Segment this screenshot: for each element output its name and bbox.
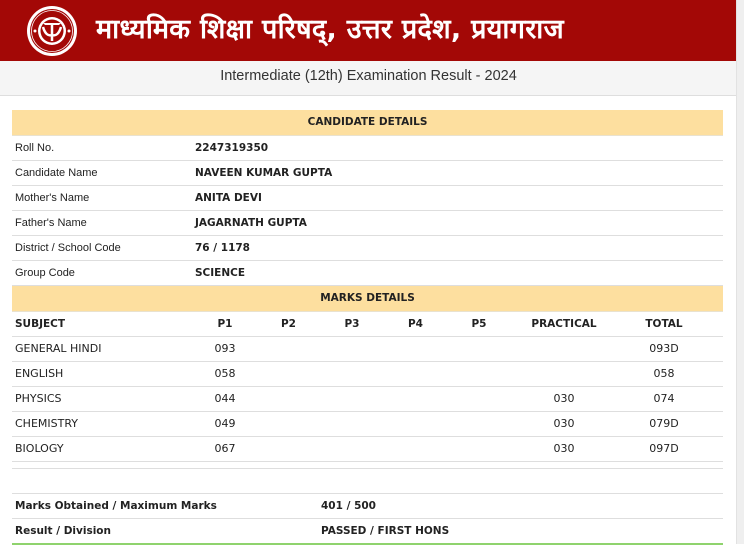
candidate-row-group <box>12 261 723 286</box>
total-cell: 097D <box>649 442 679 455</box>
p3-cell <box>312 437 392 461</box>
p3-cell <box>312 337 392 361</box>
subject-cell: PHYSICS <box>15 392 62 405</box>
total-cell: 079D <box>649 417 679 430</box>
p1-cell: 044 <box>214 392 236 405</box>
total-cell: 093D <box>649 342 679 355</box>
result-division-value: PASSED / FIRST HONS <box>321 525 450 537</box>
col-p3: P3 <box>344 318 360 330</box>
marks-obtained-value: 401 / 500 <box>321 500 376 512</box>
p1-cell: 067 <box>214 442 236 455</box>
p5-cell <box>439 412 519 436</box>
table-row <box>12 387 723 412</box>
practical-cell: 030 <box>553 417 575 430</box>
board-header <box>0 0 737 61</box>
marks-details-header: MARKS DETAILS <box>12 286 723 312</box>
candidate-row-father <box>12 211 723 236</box>
candidate-row-district <box>12 236 723 261</box>
subject-cell: GENERAL HINDI <box>15 342 102 355</box>
p3-cell <box>312 362 392 386</box>
practical-cell: 030 <box>553 442 575 455</box>
p4-cell <box>392 337 439 361</box>
col-p5: P5 <box>471 318 487 330</box>
p2-cell <box>265 362 312 386</box>
p4-cell <box>392 437 439 461</box>
p5-cell <box>439 362 519 386</box>
candidate-name-label: Candidate Name <box>15 167 98 179</box>
p1-cell: 093 <box>214 342 236 355</box>
district-school-label: District / School Code <box>15 242 121 254</box>
table-row <box>12 362 723 387</box>
practical-cell <box>519 362 609 386</box>
district-school-value: 76 / 1178 <box>195 242 250 254</box>
subject-cell: ENGLISH <box>15 367 64 380</box>
subject-cell: CHEMISTRY <box>15 417 78 430</box>
candidate-details-header: CANDIDATE DETAILS <box>12 110 723 136</box>
board-title: माध्यमिक शिक्षा परिषद्, उत्तर प्रदेश, प्रयागराज <box>96 14 564 45</box>
table-row <box>12 412 723 437</box>
candidate-row-roll-no <box>12 136 723 161</box>
candidate-name-value: NAVEEN KUMAR GUPTA <box>195 167 333 179</box>
result-content <box>12 110 723 545</box>
summary-row-result <box>12 519 723 543</box>
p2-cell <box>265 412 312 436</box>
p5-cell <box>439 337 519 361</box>
roll-no-value: 2247319350 <box>195 142 269 154</box>
p4-cell <box>392 362 439 386</box>
col-subject: SUBJECT <box>15 318 66 330</box>
table-row <box>12 337 723 362</box>
up-board-emblem-icon <box>26 5 78 57</box>
mother-name-value: ANITA DEVI <box>195 192 262 204</box>
father-name-value: JAGARNATH GUPTA <box>195 217 307 229</box>
p5-cell <box>439 387 519 411</box>
p2-cell <box>265 437 312 461</box>
p3-cell <box>312 387 392 411</box>
total-cell: 058 <box>653 367 675 380</box>
col-practical: PRACTICAL <box>531 318 597 330</box>
col-p1: P1 <box>217 318 233 330</box>
p4-cell <box>392 412 439 436</box>
spacer-row <box>12 462 723 469</box>
p2-cell <box>265 387 312 411</box>
spacer-row <box>12 469 723 494</box>
group-code-label: Group Code <box>15 267 75 279</box>
group-code-value: SCIENCE <box>195 267 246 279</box>
exam-title: Intermediate (12th) Examination Result - 2024 <box>220 68 517 84</box>
result-division-label: Result / Division <box>15 525 111 537</box>
p5-cell <box>439 437 519 461</box>
col-p4: P4 <box>407 318 423 330</box>
practical-cell: 030 <box>553 392 575 405</box>
p1-cell: 058 <box>214 367 236 380</box>
subject-cell: BIOLOGY <box>15 442 64 455</box>
roll-no-label: Roll No. <box>15 142 55 154</box>
candidate-row-mother <box>12 186 723 211</box>
practical-cell <box>519 337 609 361</box>
col-p2: P2 <box>280 318 296 330</box>
mother-name-label: Mother's Name <box>15 192 90 204</box>
p2-cell <box>265 337 312 361</box>
summary-row-marks <box>12 494 723 519</box>
col-total: TOTAL <box>645 318 683 330</box>
marks-obtained-label: Marks Obtained / Maximum Marks <box>15 500 217 512</box>
p1-cell: 049 <box>214 417 236 430</box>
subtitle-bar <box>0 61 737 96</box>
total-cell: 074 <box>653 392 675 405</box>
table-row <box>12 437 723 462</box>
marks-column-headers <box>12 312 723 337</box>
candidate-row-name <box>12 161 723 186</box>
father-name-label: Father's Name <box>15 217 87 229</box>
p3-cell <box>312 412 392 436</box>
vertical-scrollbar[interactable] <box>736 0 744 544</box>
p4-cell <box>392 387 439 411</box>
